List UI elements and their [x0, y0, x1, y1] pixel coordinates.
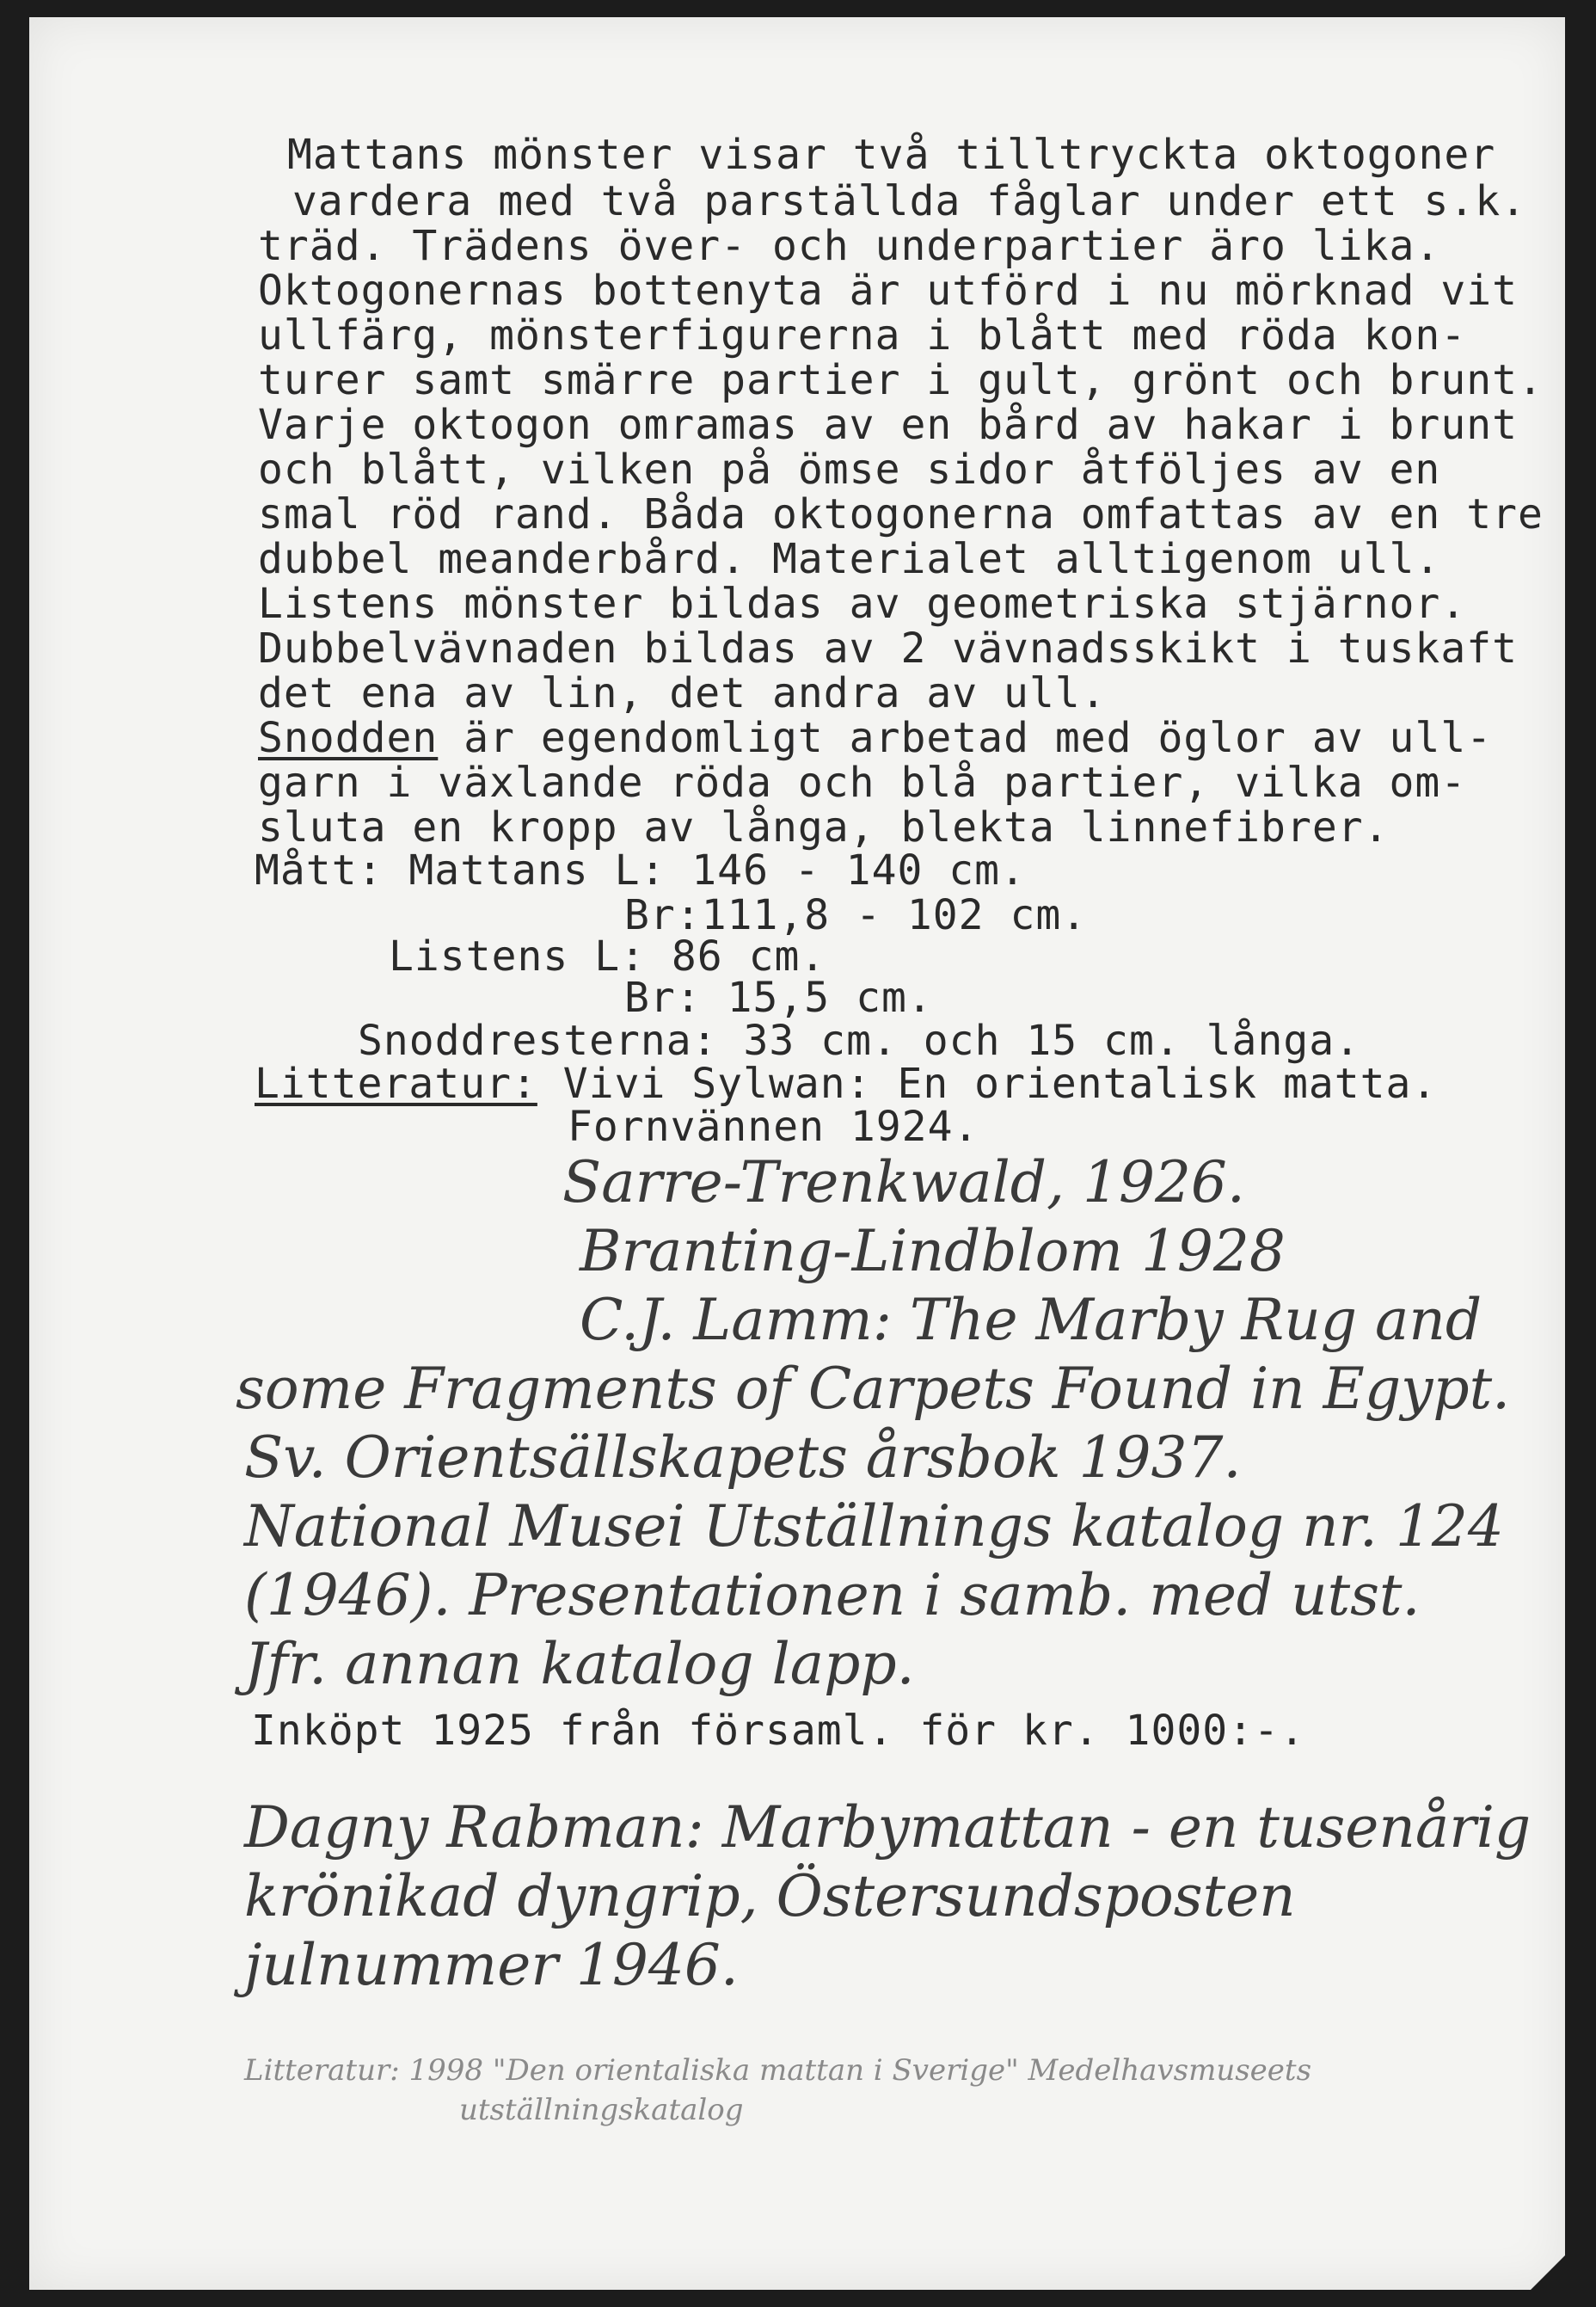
pencil-note-1: Litteratur: 1998 "Den orientaliska mattan i Sverige" Medelhavsmuseets [244, 2053, 1312, 2088]
handwritten-ref-6: National Musei Utställnings katalog nr. 124 [244, 1493, 1504, 1560]
body-line-7: Varje oktogon omramas av en bård av hakar i brunt [258, 401, 1519, 449]
handwritten-ref-1: Sarre-Trenkwald, 1926. [562, 1149, 1245, 1215]
inkopt-line: Inköpt 1925 från församl. för kr. 1000:-. [251, 1707, 1305, 1755]
handwritten-ref-2: Branting-Lindblom 1928 [580, 1218, 1286, 1284]
body-line-9: smal röd rand. Båda oktogonerna omfattas av en tre [258, 490, 1544, 538]
body-line-1: Mattans mönster visar två tilltryckta oktogoner [287, 131, 1496, 179]
handwritten-ref-4: some Fragments of Carpets Found in Egypt. [236, 1356, 1511, 1422]
litteratur-line-1 [255, 1060, 1438, 1108]
snodden-line-3: sluta en kropp av långa, blekta linnefibrer. [258, 803, 1390, 852]
body-line-2: vardera med två parställda fåglar under ett s.k. [292, 177, 1527, 225]
handwritten-note-3: julnummer 1946. [244, 1932, 739, 1998]
body-line-11: Listens mönster bildas av geometriska stjärnor. [258, 580, 1467, 628]
matt-line-5: Snoddresterna: 33 cm. och 15 cm. långa. [358, 1017, 1361, 1065]
pencil-note-2: utställningskatalog [459, 2093, 744, 2127]
body-line-8: och blått, vilken på ömse sidor åtföljes av en [258, 446, 1441, 494]
snodden-text-1: är egendomligt arbetad med öglor av ull- [438, 714, 1493, 762]
body-line-10: dubbel meanderbård. Materialet alltigenom ull. [258, 535, 1441, 583]
snodden-line-1 [258, 714, 1493, 762]
body-line-13: det ena av lin, det andra av ull. [258, 669, 1107, 717]
matt-line-4: Br: 15,5 cm. [624, 974, 933, 1022]
litteratur-line-2: Fornvännen 1924. [568, 1103, 979, 1151]
snodden-label: Snodden [258, 714, 439, 762]
handwritten-ref-8: Jfr. annan katalog lapp. [244, 1631, 915, 1697]
handwritten-note-1: Dagny Rabman: Marbymattan - en tusenårig [244, 1794, 1532, 1861]
snodden-line-2: garn i växlande röda och blå partier, vilka om- [258, 759, 1467, 807]
body-line-4: Oktogonernas bottenyta är utförd i nu mörknad vit [258, 267, 1519, 315]
document-page [29, 17, 1565, 2290]
body-line-12: Dubbelvävnaden bildas av 2 vävnadsskikt i tuskaft [258, 624, 1519, 673]
handwritten-ref-3: C.J. Lamm: The Marby Rug and [580, 1287, 1482, 1353]
body-line-5: ullfärg, mönsterfigurerna i blått med röda kon- [258, 311, 1467, 360]
body-line-3: träd. Trädens över- och underpartier äro lika. [258, 222, 1441, 270]
litteratur-label: Litteratur: [255, 1060, 537, 1108]
litteratur-text-1: Vivi Sylwan: En orientalisk matta. [537, 1060, 1438, 1108]
handwritten-note-2: krönikad dyngrip, Östersundsposten [244, 1863, 1296, 1929]
handwritten-ref-7: (1946). Presentationen i samb. med utst. [244, 1562, 1421, 1628]
body-line-6: turer samt smärre partier i gult, grönt och brunt. [258, 356, 1544, 404]
matt-line-3: Listens L: 86 cm. [389, 932, 826, 981]
handwritten-ref-5: Sv. Orientsällskapets årsbok 1937. [244, 1424, 1242, 1491]
matt-line-1: Mått: Mattans L: 146 - 140 cm. [255, 846, 1026, 895]
matt-line-2: Br:111,8 - 102 cm. [624, 891, 1088, 939]
